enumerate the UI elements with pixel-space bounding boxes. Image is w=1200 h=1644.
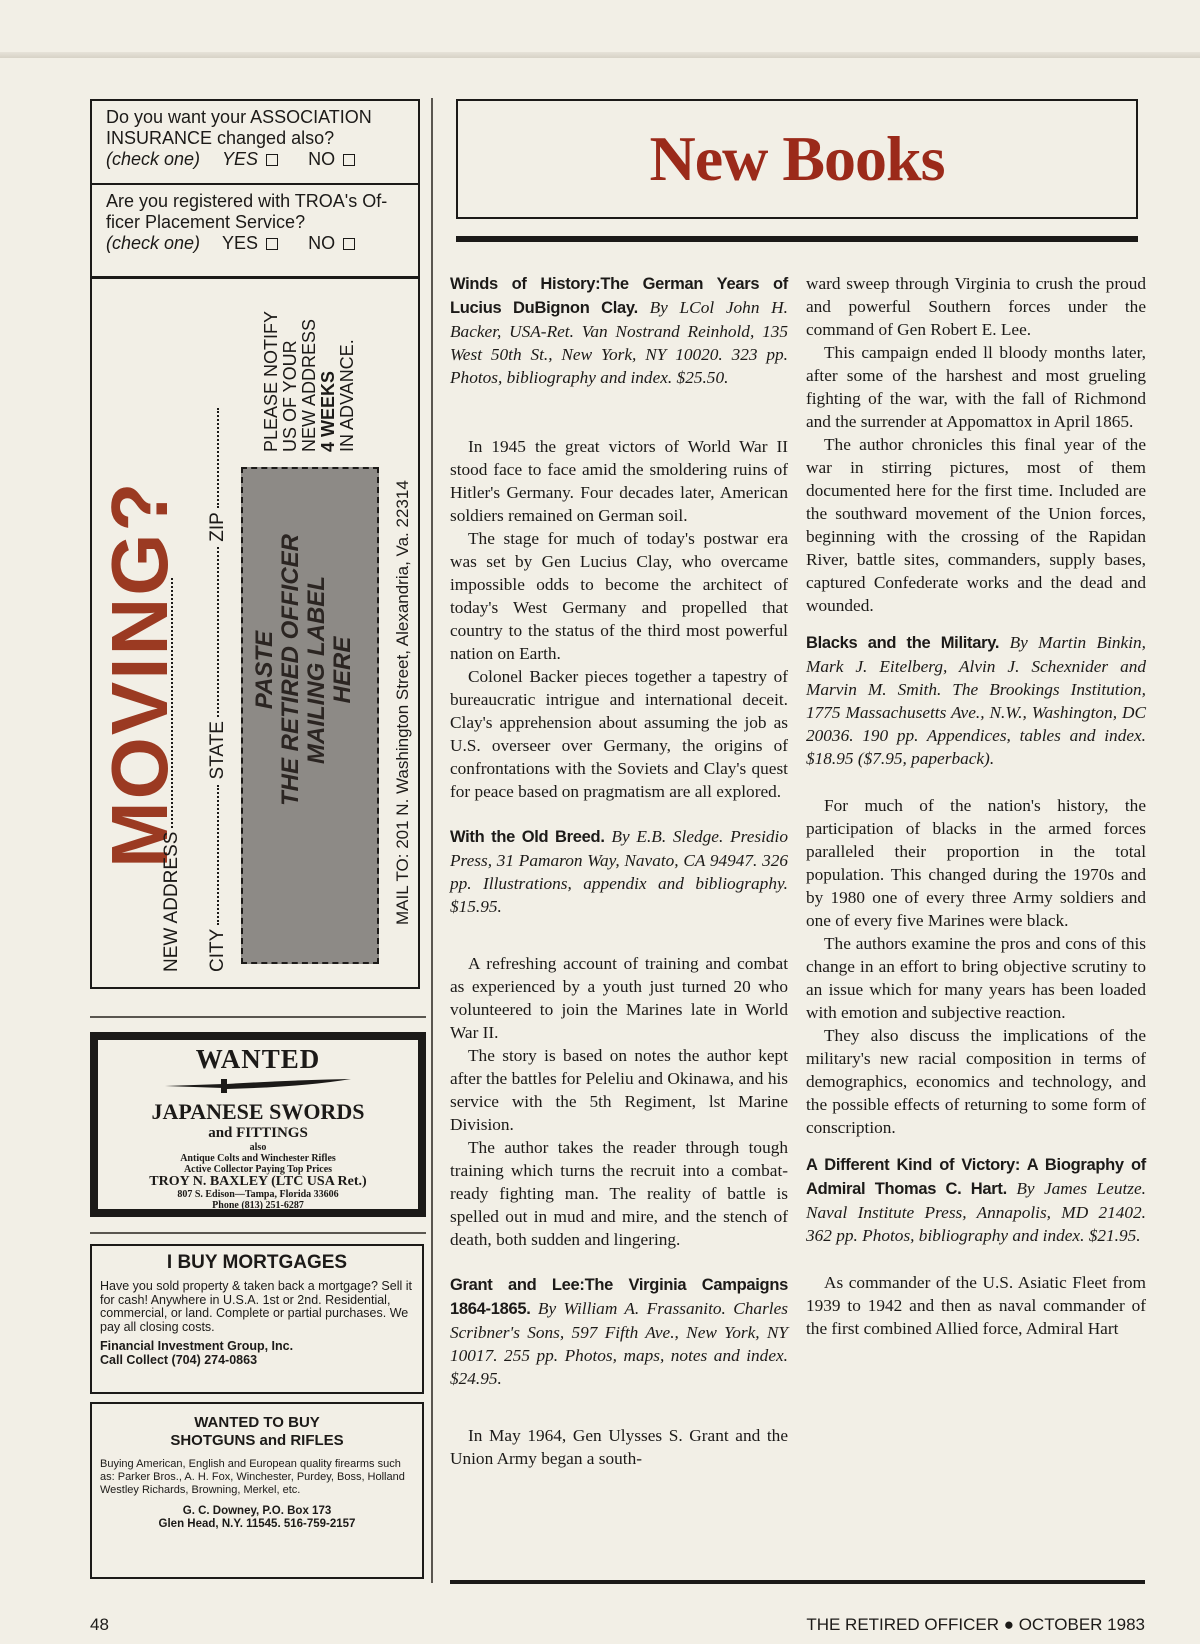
notify-line-3: NEW ADDRESS xyxy=(299,318,319,452)
ad-swords-phone: Phone (813) 251-6287 xyxy=(212,1200,304,1211)
review-paragraph: The story is based on notes the author kept after the battles for Peleliu and Okinawa, and his service with the 5th Regiment, lst Marine Division. xyxy=(450,1046,788,1134)
ad-swords-line-2: Active Collector Paying Top Prices xyxy=(183,1164,333,1175)
no-label: NO xyxy=(308,233,336,253)
insurance-question-line-2: INSURANCE changed also? xyxy=(106,128,335,148)
review-paragraph: The author takes the reader through tough training which turns the recruit into a combat-ready fighting man. The reality of battle is spelled out in mud and mire, and the stench of death, both sudden and lingering. xyxy=(450,1138,788,1249)
insurance-question-line-1: Do you want your ASSOCIATION xyxy=(106,107,372,127)
ad-wanted-heading: WANTED xyxy=(195,1044,321,1074)
sword-icon xyxy=(163,1077,353,1095)
insurance-no-option[interactable] xyxy=(308,149,355,170)
book-meta: By James Leutze. Naval Institute Press, Annapolis, MD 21402. 362 pp. Photos, bibliography and index. $21.95. xyxy=(806,1179,1146,1245)
moving-headline: MOVING? xyxy=(95,480,184,868)
ad-japanese-swords xyxy=(90,1032,426,1217)
page-title: New Books xyxy=(649,123,945,194)
ad-mortgages-body: Have you sold property & taken back a mortgage? Sell it for cash! Anywhere in U.S.A. 1st or 2nd. Residential, commercial, or land. Complete or partial purchases. We pay all closing costs. xyxy=(100,1279,412,1334)
notify-line-4: 4 WEEKS xyxy=(318,370,338,452)
page-number: 48 xyxy=(90,1615,109,1634)
ad-separator xyxy=(90,1232,426,1234)
insurance-yes-option[interactable] xyxy=(222,149,278,170)
city-line[interactable] xyxy=(216,785,219,925)
book-meta: By Martin Binkin, Mark J. Eitelberg, Alvin J. Schexnider and Marvin M. Smith. The Brookings Institution, 1775 Massachusetts Ave., N.W., Washington, DC 20036. 190 pp. Appendices, tables and index. $18.95 ($7.95, paperback). xyxy=(806,633,1146,768)
placement-question-line-1: Are you registered with TROA's Of- xyxy=(106,191,388,211)
ad-mortgages-company: Financial Investment Group, Inc. xyxy=(100,1339,294,1353)
ad-guns-body: Buying American, English and European quality firearms such as: Parker Bros., A. H. Fox, Winchester, Purdey, Boss, Holland Westley Richards, Browning, Merkel, etc. xyxy=(100,1458,405,1496)
book-column-2 xyxy=(806,272,1146,1340)
ad-swords-name: TROY N. BAXLEY (LTC USA Ret.) xyxy=(149,1174,367,1189)
column-divider xyxy=(431,98,433,1583)
ad-separator xyxy=(90,1016,426,1018)
top-rule xyxy=(0,52,1200,58)
check-one-label: (check one) xyxy=(106,233,201,253)
publication-footer: THE RETIRED OFFICER ● OCTOBER 1983 xyxy=(806,1615,1145,1634)
review-paragraph: The stage for much of today's postwar era was set by Gen Lucius Clay, who overcame impossible odds to become the architect of today's West Germany and propelled that country to the status of the third most powerful nation on Earth. xyxy=(450,529,788,663)
city-state-zip-field[interactable] xyxy=(207,408,229,972)
new-address-line[interactable] xyxy=(170,578,173,828)
book-meta: By William A. Frassanito. Charles Scribner's Sons, 597 Fifth Ave., New York, NY 10017. 255 pp. Photos, maps, notes and index. $24.95. xyxy=(450,1299,788,1388)
book-title: Blacks and the Military. xyxy=(806,634,1000,652)
ad-swords-subtitle: and FITTINGS xyxy=(208,1125,308,1141)
new-address-field[interactable] xyxy=(161,578,183,972)
review-paragraph: In 1945 the great victors of World War II stood face to face amid the smoldering ruins of Hitler's Germany. Four decades later, American soldiers remained on German soil. xyxy=(450,437,788,525)
ad-shotguns xyxy=(90,1402,424,1579)
book-title: A Different Kind of Victory: A Biography of Admiral Thomas C. Hart. xyxy=(806,1156,1146,1198)
paste-label-text xyxy=(252,510,356,830)
state-line[interactable] xyxy=(216,547,219,717)
ad-guns-contact-1: G. C. Downey, P.O. Box 173 xyxy=(182,1505,332,1517)
ad-guns-title-2: SHOTGUNS and RIFLES xyxy=(170,1432,344,1449)
zip-label: ZIP xyxy=(207,512,228,542)
header-rule xyxy=(456,236,1138,242)
review-paragraph: This campaign ended ll bloody months later, after some of the harshest and most grueling fighting of the war, with the fall of Richmond and the surrender at Appomattox in April 1865. xyxy=(806,343,1146,431)
review-paragraph: As commander of the U.S. Asiatic Fleet from 1939 to 1942 and then as naval commander of the first combined Allied force, Admiral Hart xyxy=(806,1273,1146,1338)
review-paragraph: For much of the nation's history, the participation of blacks in the armed forces paralleled their proportion in the total population. This changed during the 1970s and by 1980 one of every three Army soldiers and one of every five Marines were black. xyxy=(806,796,1146,930)
ad-swords-address: 807 S. Edison—Tampa, Florida 33606 xyxy=(177,1189,339,1200)
book-review xyxy=(450,825,788,918)
paste-line-1: PASTE xyxy=(251,630,278,710)
zip-line[interactable] xyxy=(216,408,219,508)
paste-line-3: MAILING LABEL xyxy=(303,576,330,764)
review-paragraph: In May 1964, Gen Ulysses S. Grant and the Union Army began a south- xyxy=(450,1426,788,1468)
yes-checkbox[interactable] xyxy=(266,154,278,166)
paste-line-2: THE RETIRED OFFICER xyxy=(277,534,304,807)
review-paragraph: They also discuss the implications of the military's new racial composition in terms of demographics, economics and technology, and the possible effects of returning to some form of conscription. xyxy=(806,1026,1146,1137)
no-checkbox[interactable] xyxy=(343,238,355,250)
notify-instructions xyxy=(262,311,357,452)
bottom-rule xyxy=(450,1580,1145,1584)
review-paragraph: A refreshing account of training and combat as experienced by a youth just turned 20 who volunteered to join the Marines late in World War II. xyxy=(450,954,788,1042)
review-paragraph: The author chronicles this final year of the war in stirring pictures, most of them documented here for the first time. Included are the southward movement of the Union forces, beginning with the crossing of the Rapidan River, battle sites, commanders, supply bases, captured Confederate works and the dead and wounded. xyxy=(806,435,1146,615)
section-header xyxy=(456,99,1138,219)
paste-line-4: HERE xyxy=(329,636,356,704)
notify-line-2: US OF YOUR xyxy=(280,340,300,452)
notify-line-5: IN ADVANCE. xyxy=(337,339,357,452)
placement-no-option[interactable] xyxy=(308,233,355,254)
ad-guns-title-1: WANTED TO BUY xyxy=(194,1414,320,1431)
new-address-label: NEW ADDRESS xyxy=(161,831,182,972)
notify-line-1: PLEASE NOTIFY xyxy=(261,310,281,452)
check-one-label: (check one) xyxy=(106,149,201,169)
book-column-1 xyxy=(450,272,788,1470)
ad-guns-contact-2: Glen Head, N.Y. 11545. 516-759-2157 xyxy=(158,1518,356,1530)
review-paragraph: ward sweep through Virginia to crush the proud and powerful Southern forces under the command of Gen Robert E. Lee. xyxy=(806,274,1146,339)
book-review xyxy=(450,1273,788,1390)
book-review xyxy=(450,272,788,389)
ad-swords-also: also xyxy=(249,1142,267,1153)
book-meta: By LCol John H. Backer, USA-Ret. Van Nostrand Reinhold, 135 West 50th St., New York, NY 10020. 323 pp. Photos, bibliography and index. $25.50. xyxy=(450,298,788,387)
book-title: Winds of History:The German Years of Lucius DuBignon Clay. xyxy=(450,275,788,317)
mail-to-address: MAIL TO: 201 N. Washington Street, Alexandria, Va. 22314 xyxy=(393,480,412,925)
book-title: Grant and Lee:The Virginia Campaigns 1864-1865. xyxy=(450,1276,788,1318)
yes-checkbox[interactable] xyxy=(266,238,278,250)
book-title: With the Old Breed. xyxy=(450,828,605,846)
ad-mortgages-phone: Call Collect (704) 274-0863 xyxy=(100,1352,258,1367)
book-review xyxy=(806,631,1146,770)
insurance-check-row xyxy=(106,149,404,170)
placement-question-line-2: ficer Placement Service? xyxy=(106,212,306,232)
yes-label: YES xyxy=(222,149,259,169)
ad-swords-title: JAPANESE SWORDS xyxy=(151,1099,365,1124)
yes-label: YES xyxy=(222,233,259,253)
ad-swords-line-1: Antique Colts and Winchester Rifles xyxy=(180,1153,336,1164)
no-label: NO xyxy=(308,149,336,169)
book-review xyxy=(806,1153,1146,1247)
ad-mortgages xyxy=(90,1244,424,1394)
ad-mortgages-title: I BUY MORTGAGES xyxy=(166,1252,348,1273)
book-meta: By E.B. Sledge. Presidio Press, 31 Pamaron Way, Navato, CA 94947. 326 pp. Illustrations, appendix and bibliography. $15.95. xyxy=(450,827,788,916)
review-paragraph: The authors examine the pros and cons of this change in an effort to bring objective scrutiny to an issue which for many years has been loaded with emotion and subjective reaction. xyxy=(806,934,1146,1022)
insurance-question xyxy=(92,101,418,185)
review-paragraph: Colonel Backer pieces together a tapestry of bureaucratic intrigue and international deceit. Clay's apprehension about assuming the job as U.S. overseer over Germany, the origins of confrontations with the Soviets and Clay's quest for peace based on pragmatism are all explored. xyxy=(450,667,788,801)
placement-question xyxy=(92,185,418,279)
city-label: CITY xyxy=(207,928,228,972)
state-label: STATE xyxy=(207,721,228,780)
placement-yes-option[interactable] xyxy=(222,233,278,254)
placement-check-row xyxy=(106,233,404,254)
no-checkbox[interactable] xyxy=(343,154,355,166)
